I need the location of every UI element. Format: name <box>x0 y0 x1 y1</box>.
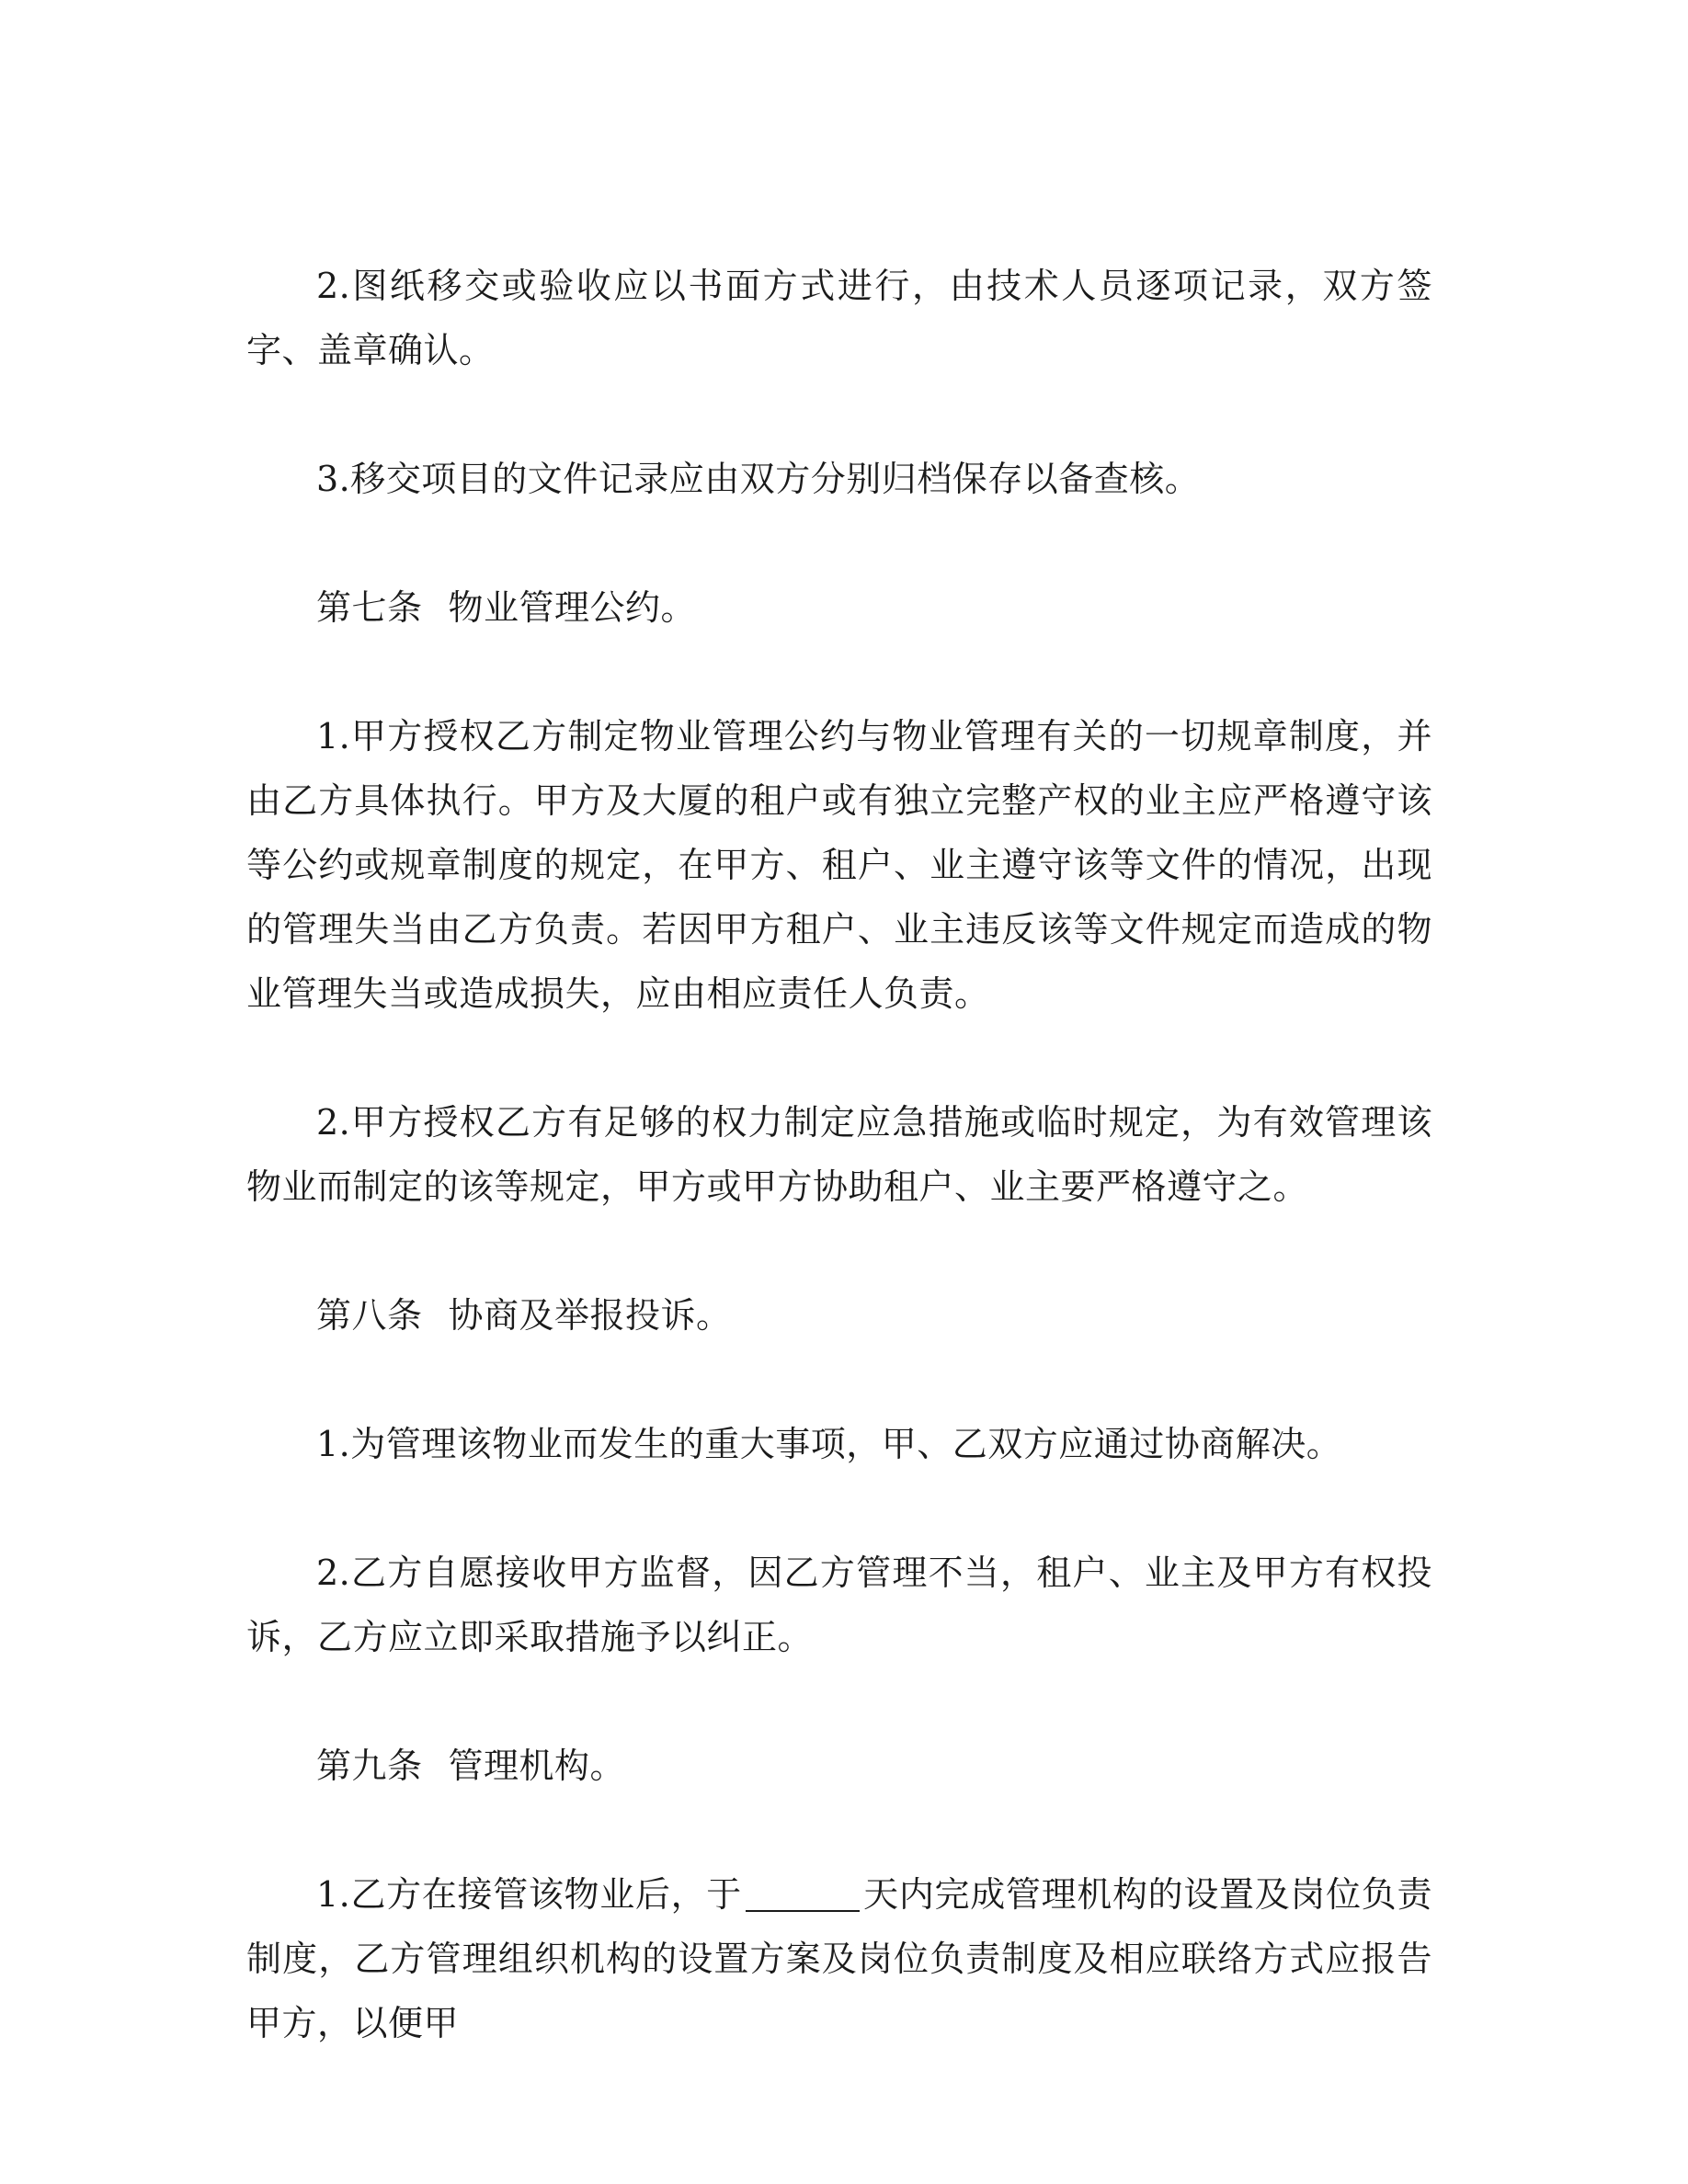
document-body <box>246 254 1432 2055</box>
paragraph-management-structure-start: 1.乙方在接管该物业后，于 <box>316 1874 742 1915</box>
paragraph-document-archiving: 3.移交项目的文件记录应由双方分别归档保存以备查核。 <box>316 459 1201 499</box>
paragraph-emergency-measures: 2.甲方授权乙方有足够的权力制定应急措施或临时规定，为有效管理该物业而制定的该等规定，甲方或甲方协助租户、业主要严格遵守之。 <box>246 1102 1432 1207</box>
article-8-heading <box>246 1283 1432 1348</box>
paragraph-management-structure-rest: 天内完成管理机构的设置及岗位负责制度，乙方管理组织机构的设置方案及岗位负责制度及相应联络方式应报告甲方，以便甲 <box>246 1874 1432 2043</box>
article-8-title: 协商及举报投诉。 <box>448 1295 732 1336</box>
paragraph-supervision-complaints: 2.乙方自愿接收甲方监督，因乙方管理不当，租户、业主及甲方有权投诉，乙方应立即采取措施予以纠正。 <box>246 1553 1432 1657</box>
paragraph-management-structure <box>246 1862 1432 2055</box>
article-9-title: 管理机构。 <box>448 1746 626 1786</box>
article-9-label: 第九条 <box>316 1746 423 1786</box>
paragraph-drawing-handover: 2.图纸移交或验收应以书面方式进行，由技术人员逐项记录，双方签字、盖章确认。 <box>246 266 1432 370</box>
article-8-label: 第八条 <box>316 1295 423 1336</box>
paragraph-management-covenant: 1.甲方授权乙方制定物业管理公约与物业管理有关的一切规章制度，并由乙方具体执行。甲方及大厦的租户或有独立完整产权的业主应严格遵守该等公约或规章制度的规定，在甲方、租户、业主遵守该等文件的情况，出现的管理失当由乙方负责。若因甲方租户、业主违反该等文件规定而造成的物业管理失当或造成损失，应由相应责任人负责。 <box>246 716 1432 1014</box>
article-7-label: 第七条 <box>316 587 423 628</box>
article-7-heading <box>246 575 1432 640</box>
fill-in-blank-days[interactable] <box>746 1875 860 1912</box>
article-9-heading <box>246 1734 1432 1798</box>
paragraph-consultation: 1.为管理该物业而发生的重大事项，甲、乙双方应通过协商解决。 <box>316 1424 1342 1464</box>
article-7-title: 物业管理公约。 <box>448 587 697 628</box>
